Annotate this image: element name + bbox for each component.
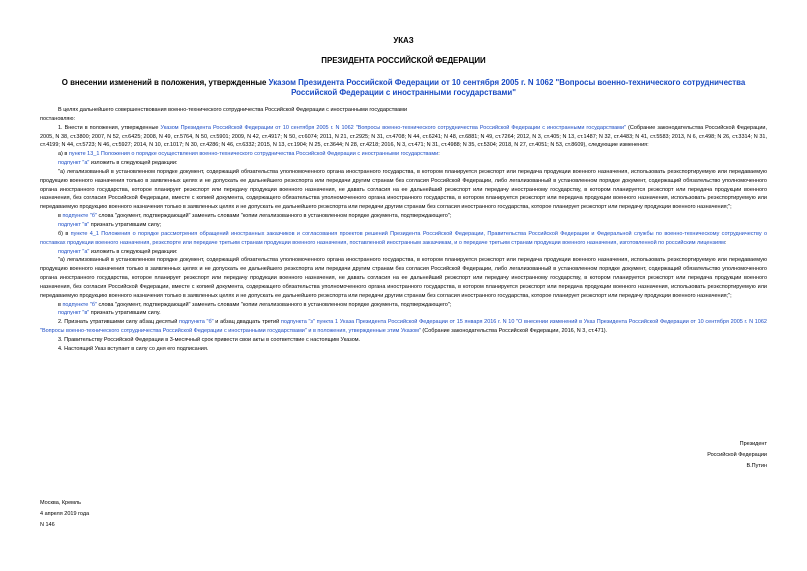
paragraph-3: 3. Правительству Российской Федерации в 3-месячный срок привести свои акты в соответствие с настоящим Указом. [58,336,361,343]
signing-details [40,498,89,530]
pb-item-3 [40,309,767,318]
pa-item-3 [40,221,767,230]
p2-link-2[interactable]: подпункта "з" пункта 1 Указа Президента Российской Федерации от 15 января 2016 г. N 10 "О внесении изменений в Указ Президента Российской Федерации от 10 сентября 2005 г. N 1062 "Вопросы военно-технического сотрудничества Российской Федерации с иностранными государствами" и в положения, утвержденные этим Указом" [40,319,767,335]
pb3-text: признать утратившим силу. [89,310,161,317]
p2-text-b: и абзац двадцать третий [213,319,281,326]
decree-number: N 146 [40,521,55,528]
pa1-text: изложить в следующей редакции: [89,160,178,167]
doc-type-heading: УКАЗ [393,36,414,45]
pb-item-2 [40,301,767,310]
signer-title-2: Российской Федерации [707,451,767,458]
paragraph-2 [40,318,767,336]
issuer-heading: ПРЕЗИДЕНТА РОССИЙСКОЙ ФЕДЕРАЦИИ [321,56,486,65]
p1-text-a: 1. Внести в положения, утвержденные [58,124,161,131]
p2-link-1[interactable]: подпункта "б" [178,319,214,326]
pb2-text-b: слова "документ, подтверждающий" заменить словами "копии легализованного в установленном порядке документа, подтверждающего"; [96,301,452,308]
pb2-text-a: в [58,301,63,308]
pb-text-a: б) в [58,230,71,237]
p2-text-c: (Собрание законодательства Российской Федерации, 2016, N 3, ст.471). [420,328,608,335]
subject-decree-link[interactable]: Указом Президента Российской Федерации от 10 сентября 2005 г. N 1062 "Вопросы военно-технического сотрудничества Российской Федерации с иностранными государствами" [268,78,746,97]
signing-place: Москва, Кремль [40,500,82,506]
pa-text-b: : [438,151,440,158]
pa-item-1 [40,159,767,168]
pb2-link[interactable]: подпункте "б" [62,301,97,308]
pa3-text: признать утратившим силу; [89,221,162,228]
signer-title-1: Президент [739,441,767,447]
pa2-link[interactable]: подпункте "б" [62,213,97,220]
pa-item-2 [40,212,767,221]
intro-paragraph: В целях дальнейшего совершенствования военно-технического сотрудничества Российской Федерации с иностранными государствами [58,107,408,113]
p1-text-b: (Собрание законодательства Российской Федерации, 2005, N 38, ст.3800; 2007, N 52, ст.6425; 2008, N 49, ст.5764, N 50, ст.5901; 2009, N 42, ст.4917; N 50, ст.6074; 2011, N 21, ст.2925; N 31, ст.4708; N 44, ст.6241; N 48, ст.6881; N 49, ст.7264; 2012, N 3, ст.405; N 13, ст.1487; N 32, ст.4483; N 41, ст.5583; 2013, N 6, ст.498; N 26, ст.3314; N 31, ст.4199; N 44, ст.5723; N 46, ст.5927; 2014, N 10, ст.1017; N 30, ст.4286; N 46, ст.6332; 2015, N 13, ст.1904; N 25, ст.3644; N 28, ст.4218; 2016, N 3, ст.471; N 31, ст.4988; N 35, ст.5304; 2018, N 27, ст.4051; N 53, ст.8609), следующие изменения: [40,124,767,149]
pb1-text: изложить в следующей редакции: [89,248,178,255]
pb3-link[interactable]: подпункт "в" [58,310,90,317]
pb1-link[interactable]: подпункт "а" [58,248,90,255]
signing-date: 4 апреля 2019 года [40,510,90,517]
subparagraph-a [40,150,767,159]
quote-a: "а) легализованный в установленном порядке документ, содержащий обязательства уполномоченного органа иностранного государства, в котором планируется реэкспорт или передача продукции военного назначения, использовать реэкспортируемую или передаваемую продукцию военного назначения только в заявленных целях и не допускать ее дальнейшего реэкспорта или передачи другим странам без согласия Российской Федерации, либо легализованный в установленном порядке документ, содержащий обязательство уполномоченного органа иностранного государства, которое планирует реэкспорт или передачу продукции военного назначения, не давать согласия на ее дальнейший реэкспорт или передачу иностранному государству, в котором планируется реэкспорт или передача продукции военного назначения, без согласия Российской Федерации, вместе с копией документа, содержащего обязательства уполномоченного органа иностранного государства, в котором планируется реэкспорт или передача продукции военного назначения, использовать реэкспортируемую или передаваемую продукцию военного назначения только в заявленных целях и не допускать ее дальнейшего реэкспорта или передачи другим странам без согласия иностранного государства, которое планирует реэкспорт или передачу продукции военного назначения;"; [40,168,767,211]
paragraph-4: 4. Настоящий Указ вступает в силу со дня его подписания. [58,345,209,352]
decree-word: постановляю: [40,115,76,122]
doc-subject-heading [40,78,767,98]
p2-text-a: 2. Признать утратившими силу абзац десятый [58,319,179,326]
pb-point-link[interactable]: пункте 4_1 Положения о порядке рассмотрения обращений иностранных заказчиков и согласования проектов решений Президента Российской Федерации, Правительства Российской Федерации и Федеральной службы по военно-техническому сотрудничеству о поставках продукции военного назначения, реэкспорте или передаче третьим странам продукции военного назначения, поставленной иностранным заказчикам, и о передаче третьим странам продукции военного назначения, изготовленной по российским лицензиям [40,230,768,246]
signer-name: В.Путин [746,462,767,469]
pa-point-link[interactable]: пункте 13_1 Положения о порядке осуществления военно-технического сотрудничества Российской Федерации с иностранными государствами [68,151,439,158]
subject-prefix: О внесении изменений в положения, утвержденные [61,78,269,87]
signature-block [617,439,767,471]
pa3-link[interactable]: подпункт "в" [58,221,90,228]
subparagraph-b [40,230,767,248]
document-body [40,106,767,354]
quote-b: "а) легализованный в установленном порядке документ, содержащий обязательства уполномоченного органа иностранного государства, в котором планируется реэкспорт или передача продукции военного назначения, использовать реэкспортируемую или передаваемую продукцию военного назначения только в заявленных целях и не допускать ее дальнейшего реэкспорта или передачи другим странам без согласия Российской Федерации, либо легализованный в установленном порядке документ, содержащий обязательство уполномоченного органа иностранного государства, которое планирует реэкспорт или передачу продукции военного назначения, не давать согласия на ее дальнейший реэкспорт или передачу иностранному государству, в котором планируется реэкспорт или передача продукции военного назначения, без согласия Российской Федерации, вместе с копией документа, содержащего обязательства уполномоченного органа иностранного государства, в котором планируется реэкспорт или передача продукции военного назначения, использовать реэкспортируемую или передаваемую продукцию военного назначения только в заявленных целях и не допускать ее дальнейшего реэкспорта или передачи другим странам без согласия иностранного государства, которое планирует реэкспорт или передачу продукции военного назначения;"; [40,257,767,299]
pa2-text-a: в [58,213,63,220]
pa1-link[interactable]: подпункт "а" [58,160,90,167]
p1-decree-link[interactable]: Указом Президента Российской Федерации от 10 сентября 2005 г. N 1062 "Вопросы военно-технического сотрудничества Российской Федерации с иностранными государствами" [160,124,626,131]
paragraph-1 [40,124,767,151]
pa2-text-b: слова "документ, подтверждающий" заменить словами "копии легализованного в установленном порядке документа, подтверждающего"; [96,213,452,220]
pb-item-1 [40,248,767,257]
pa-text-a: а) в [58,151,69,158]
pb-text-b: : [724,239,727,246]
